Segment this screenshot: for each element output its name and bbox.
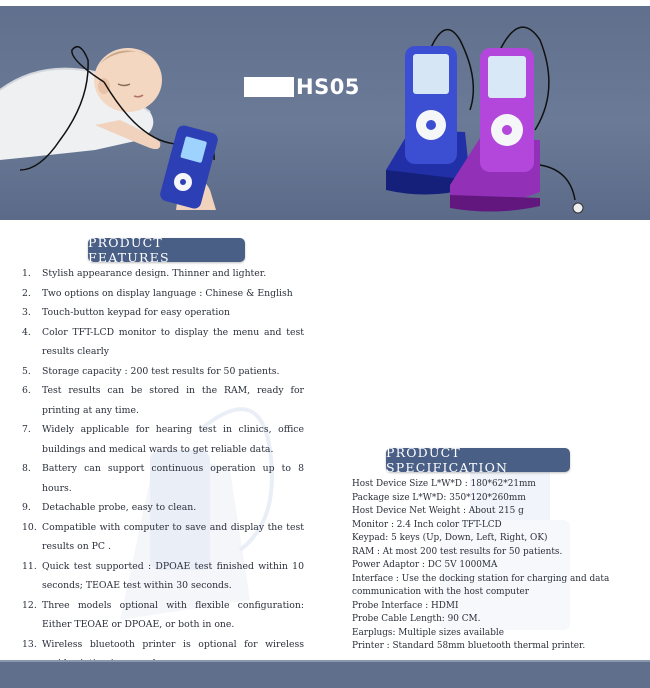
spec-item: Monitor : 2.4 Inch color TFT-LCD [352,519,502,530]
list-item: 6. Test results can be stored in the RAM, ready for printing at any time. [22,385,304,416]
spec-item: Probe Interface : HDMI [352,600,459,611]
brand-title [244,76,360,98]
sleeping-baby-illustration [0,20,250,210]
spec-item: Printer : Standard 58mm bluetooth thermal printer. [352,641,586,651]
list-item: 7. Widely applicable for hearing test in clinics, office buildings and medical wards to get reliable data. [22,424,304,455]
product-specification-list [352,478,614,654]
list-item: 3. Touch-button keypad for easy operation [22,307,230,318]
spec-item: Host Device Net Weight : About 215 g [352,506,524,516]
list-item: 12. Three models optional with flexible configuration: Either TEOAE or DPOAE, or both in one. [22,599,304,630]
list-item: 13. Wireless bluetooth printer is optional for wireless [22,638,304,650]
list-item: 5. Storage capacity : 200 test results for 50 patients. [22,365,280,377]
product-features-list [22,264,304,674]
spec-item: Probe Cable Length: 90 CM. [352,614,481,624]
header-banner [0,0,650,220]
spec-item: Keypad: 5 keys (Up, Down, Left, Right, OK) [352,533,548,543]
footer-bar [0,660,650,688]
product-features-heading: PRODUCT FEATURES [88,238,245,262]
brand-redaction-box [244,77,294,97]
footer-divider [0,660,650,662]
list-item: 11. Quick test supported : DPOAE test finished within 10 seconds; TEOAE test within 30 seconds. [22,560,304,591]
list-item: 2. Two options on display language : Chinese & English [22,287,293,299]
spec-item: Host Device Size L*W*D : 180*62*21mm [352,479,536,489]
spec-item: Interface : Use the docking station for charging and data communication with the host computer [352,573,610,597]
model-name: HS05 [296,75,360,99]
docking-station-icon [370,20,610,220]
spec-item: RAM : At most 200 test results for 50 patients. [352,546,563,557]
banner-top-strip [0,0,650,6]
spec-item: Earplugs: Multiple sizes available [352,627,504,638]
spec-item: Package size L*W*D: 350*120*260mm [352,492,526,503]
spec-item: Power Adaptor : DC 5V 1000MA [352,560,498,570]
list-item: 1. Stylish appearance design. Thinner and lighter. [22,268,267,279]
product-specification-heading: PRODUCT SPECIFICATION [386,448,570,472]
list-item: 9. Detachable probe, easy to clean. [22,502,197,513]
list-item: 8. Battery can support continuous operation up to 8 hours. [22,463,304,494]
list-item: 10. Compatible with computer to save and display the test results on PC . [22,521,304,552]
list-item: 4. Color TFT-LCD monitor to display the menu and test results clearly [22,326,304,357]
